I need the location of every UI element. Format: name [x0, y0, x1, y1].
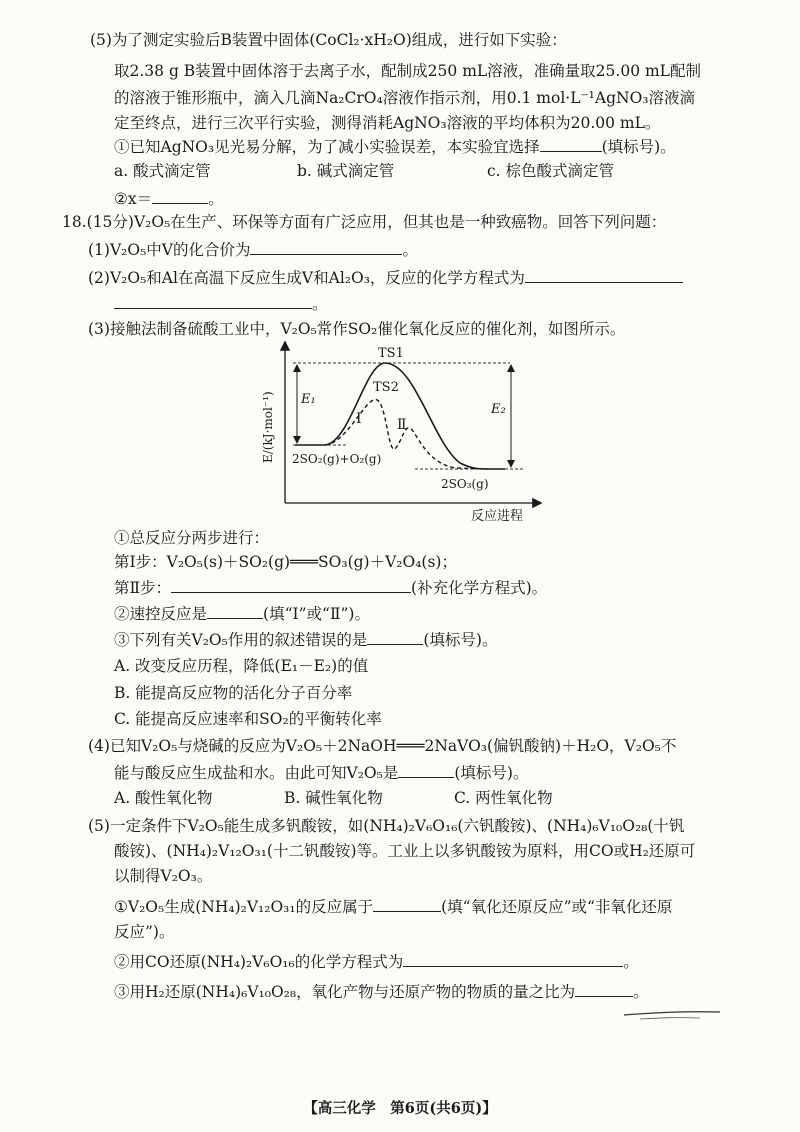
answer-blank[interactable]	[398, 761, 454, 778]
q18-3: (3)接触法制备硫酸工业中，V₂O₅常作SO₂催化氧化反应的催化剂，如图所示。	[88, 320, 626, 338]
option-a: A. 酸性氧化物	[114, 789, 213, 807]
q17-5-line: 取2.38 g B装置中固体溶于去离子水，配制成250 mL溶液，准确量取25.00 mL配制	[114, 62, 701, 80]
label-reactants: 2SO₂(g)+O₂(g)	[292, 452, 382, 466]
answer-blank[interactable]	[152, 187, 208, 204]
answer-blank[interactable]	[171, 576, 411, 593]
q17-5-options	[114, 160, 615, 182]
q18-3-option-c: C. 能提高反应速率和SO₂的平衡转化率	[114, 710, 382, 728]
q18-5-line: 酸铵)、(NH₄)₂V₁₂O₃₁(十二钒酸铵)等。工业上以多钒酸铵为原料，用CO或H₂还原可	[114, 842, 696, 860]
option-c: C. 两性氧化物	[454, 789, 553, 807]
answer-blank[interactable]	[525, 266, 683, 283]
energy-profile-diagram	[255, 335, 555, 525]
q18-5-1-cont: 反应”)。	[114, 923, 175, 941]
q18-3-2: ②速控反应是 (填“Ⅰ”或“Ⅱ”)。	[114, 602, 370, 625]
q17-5-sub1: ①已知AgNO₃见光易分解，为了减小实验误差，本实验宜选择 (填标号)。	[114, 135, 676, 158]
q18-3-option-a: A. 改变反应历程，降低(E₁－E₂)的值	[114, 657, 369, 675]
q18-5: (5)一定条件下V₂O₅能生成多钒酸铵，如(NH₄)₂V₆O₁₆(六钒酸铵)、(NH₄)₆V₁₀O₂₈(十钒	[88, 817, 685, 835]
q18-2-cont: 。	[114, 292, 328, 315]
answer-blank[interactable]	[575, 980, 633, 997]
label-e1: E₁	[301, 392, 316, 407]
option-c: c. 棕色酸式滴定管	[487, 162, 615, 180]
q17-5-sub2: ②x＝ 。	[114, 187, 224, 210]
label-stage-2: Ⅱ	[397, 417, 407, 433]
q18-2: (2)V₂O₅和Al在高温下反应生成V和Al₂O₃，反应的化学方程式为	[88, 266, 683, 289]
q18-5-2: ②用CO还原(NH₄)₂V₆O₁₆的化学方程式为 。	[114, 950, 639, 973]
answer-blank[interactable]	[114, 292, 312, 309]
q18-3-option-b: B. 能提高反应物的活化分子百分率	[114, 684, 353, 702]
q17-5-stem: (5)为了测定实验后B装置中固体(CoCl₂·xH₂O)组成，进行如下实验：	[90, 31, 567, 49]
option-b: b. 碱式滴定管	[297, 162, 395, 180]
answer-blank[interactable]	[250, 238, 402, 255]
answer-blank[interactable]	[373, 895, 441, 912]
answer-blank[interactable]	[207, 602, 263, 619]
q18-3-3: ③下列有关V₂O₅作用的叙述错误的是 (填标号)。	[114, 628, 497, 651]
label-products: 2SO₃(g)	[441, 477, 489, 491]
label-e2: E₂	[491, 402, 506, 417]
option-b: B. 碱性氧化物	[284, 789, 383, 807]
q18-4-cont: 能与酸反应生成盐和水。由此可知V₂O₅是 (填标号)。	[114, 761, 528, 784]
q18-3-step2: 第Ⅱ步： (补充化学方程式)。	[114, 576, 547, 599]
label-ts1: TS1	[378, 346, 404, 361]
page-footer: 【高三化学 第6页(共6页)】	[303, 1100, 497, 1117]
q17-5-line: 的溶液于锥形瓶中，滴入几滴Na₂CrO₄溶液作指示剂，用0.1 mol·L⁻¹AgNO₃溶液滴	[114, 89, 695, 107]
q17-5-line: 定至终点，进行三次平行实验，测得消耗AgNO₃溶液的平均体积为20.00 mL。	[114, 114, 661, 132]
q18-4-options	[114, 787, 553, 809]
q18-header: 18.(15分)V₂O₅在生产、环保等方面有广泛应用，但其也是一种致癌物。回答下列问题：	[62, 213, 667, 231]
label-stage-1: Ⅰ	[356, 411, 362, 427]
option-a: a. 酸式滴定管	[114, 162, 211, 180]
q18-1: (1)V₂O₅中V的化合价为 。	[88, 238, 418, 261]
pen-scribble-mark	[620, 1005, 730, 1029]
q18-3-step1: 第Ⅰ步：V₂O₅(s)＋SO₂(g)═══SO₃(g)＋V₂O₄(s)；	[114, 553, 457, 571]
answer-blank[interactable]	[403, 950, 623, 967]
q18-5-3: ③用H₂还原(NH₄)₆V₁₀O₂₈，氧化产物与还原产物的物质的量之比为 。	[114, 980, 649, 1003]
q18-4: (4)已知V₂O₅与烧碱的反应为V₂O₅＋2NaOH═══2NaVO₃(偏钒酸钠)＋H₂O，V₂O₅不	[88, 737, 677, 755]
label-y-axis: E/(kJ·mol⁻¹)	[261, 391, 275, 463]
label-ts2: TS2	[373, 380, 399, 395]
q18-5-line: 以制得V₂O₃。	[114, 867, 213, 885]
answer-blank[interactable]	[540, 135, 602, 152]
q18-3-1: ①总反应分两步进行：	[114, 529, 270, 547]
answer-blank[interactable]	[367, 628, 423, 645]
label-x-axis: 反应进程	[471, 509, 524, 524]
q18-5-1: ①V₂O₅生成(NH₄)₂V₁₂O₃₁的反应属于 (填“氧化还原反应”或“非氧化还原	[114, 895, 672, 918]
